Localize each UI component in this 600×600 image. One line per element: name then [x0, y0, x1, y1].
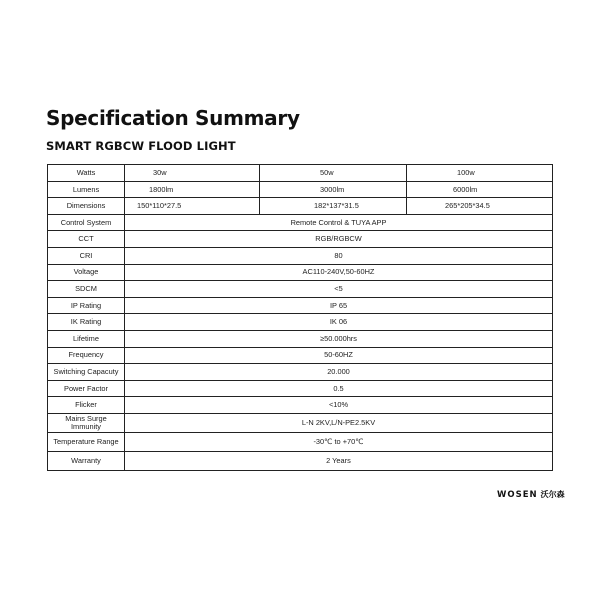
label-ip-rating: IP Rating: [48, 297, 125, 314]
label-voltage: Voltage: [48, 264, 125, 281]
value-warranty: 2 Years: [125, 451, 553, 470]
label-power-factor: Power Factor: [48, 380, 125, 397]
value-mains-surge: L-N 2KV,L/N-PE2.5KV: [125, 413, 553, 432]
row-warranty: [48, 451, 553, 470]
row-control-system: [48, 214, 553, 231]
label-control-system: Control System: [48, 214, 125, 231]
row-switching-capacity: [48, 364, 553, 381]
value-ik-rating: IK 06: [125, 314, 553, 331]
row-lifetime: [48, 330, 553, 347]
value-lumens-50: 3000lm: [260, 181, 407, 198]
value-lumens-30: 1800lm: [125, 181, 260, 198]
page-title: Specification Summary: [46, 106, 300, 130]
value-watts-50: 50w: [260, 165, 407, 182]
row-watts: [48, 165, 553, 182]
brand-name-cn: 沃尔森: [540, 490, 565, 499]
row-sdcm: [48, 281, 553, 298]
row-temperature: [48, 432, 553, 451]
value-dimensions-50: 182*137*31.5: [260, 198, 407, 215]
row-power-factor: [48, 380, 553, 397]
value-sdcm: <5: [125, 281, 553, 298]
row-ik-rating: [48, 314, 553, 331]
label-dimensions: Dimensions: [48, 198, 125, 215]
label-cri: CRI: [48, 247, 125, 264]
row-flicker: [48, 397, 553, 414]
value-watts-100: 100w: [407, 165, 553, 182]
label-lumens: Lumens: [48, 181, 125, 198]
value-switching-capacity: 20.000: [125, 364, 553, 381]
value-dimensions-30: 150*110*27.5: [125, 198, 260, 215]
value-lumens-100: 6000lm: [407, 181, 553, 198]
value-temperature: -30℃ to +70℃: [125, 432, 553, 451]
value-cri: 80: [125, 247, 553, 264]
row-lumens: [48, 181, 553, 198]
value-flicker: <10%: [125, 397, 553, 414]
row-frequency: [48, 347, 553, 364]
row-ip-rating: [48, 297, 553, 314]
label-watts: Watts: [48, 165, 125, 182]
value-power-factor: 0.5: [125, 380, 553, 397]
label-sdcm: SDCM: [48, 281, 125, 298]
brand-name: WOSEN: [497, 489, 538, 500]
row-cct: [48, 231, 553, 248]
value-lifetime: ≥50.000hrs: [125, 330, 553, 347]
label-cct: CCT: [48, 231, 125, 248]
row-voltage: [48, 264, 553, 281]
value-frequency: 50-60HZ: [125, 347, 553, 364]
value-cct: RGB/RGBCW: [125, 231, 553, 248]
row-mains-surge: [48, 413, 553, 432]
label-frequency: Frequency: [48, 347, 125, 364]
label-warranty: Warranty: [48, 451, 125, 470]
label-flicker: Flicker: [48, 397, 125, 414]
row-cri: [48, 247, 553, 264]
label-ik-rating: IK Rating: [48, 314, 125, 331]
row-dimensions: [48, 198, 553, 215]
value-dimensions-100: 265*205*34.5: [407, 198, 553, 215]
value-watts-30: 30w: [125, 165, 260, 182]
label-mains-surge: Mains Surge Immunity: [48, 413, 125, 432]
value-ip-rating: IP 65: [125, 297, 553, 314]
label-switching-capacity: Switching Capacuty: [48, 364, 125, 381]
product-subtitle: SMART RGBCW FLOOD LIGHT: [46, 139, 236, 153]
label-lifetime: Lifetime: [48, 330, 125, 347]
value-voltage: AC110-240V,50-60HZ: [125, 264, 553, 281]
value-control-system: Remote Control & TUYA APP: [125, 214, 553, 231]
brand-logo: [497, 489, 565, 500]
spec-table: [47, 164, 553, 471]
label-temperature: Temperature Range: [48, 432, 125, 451]
